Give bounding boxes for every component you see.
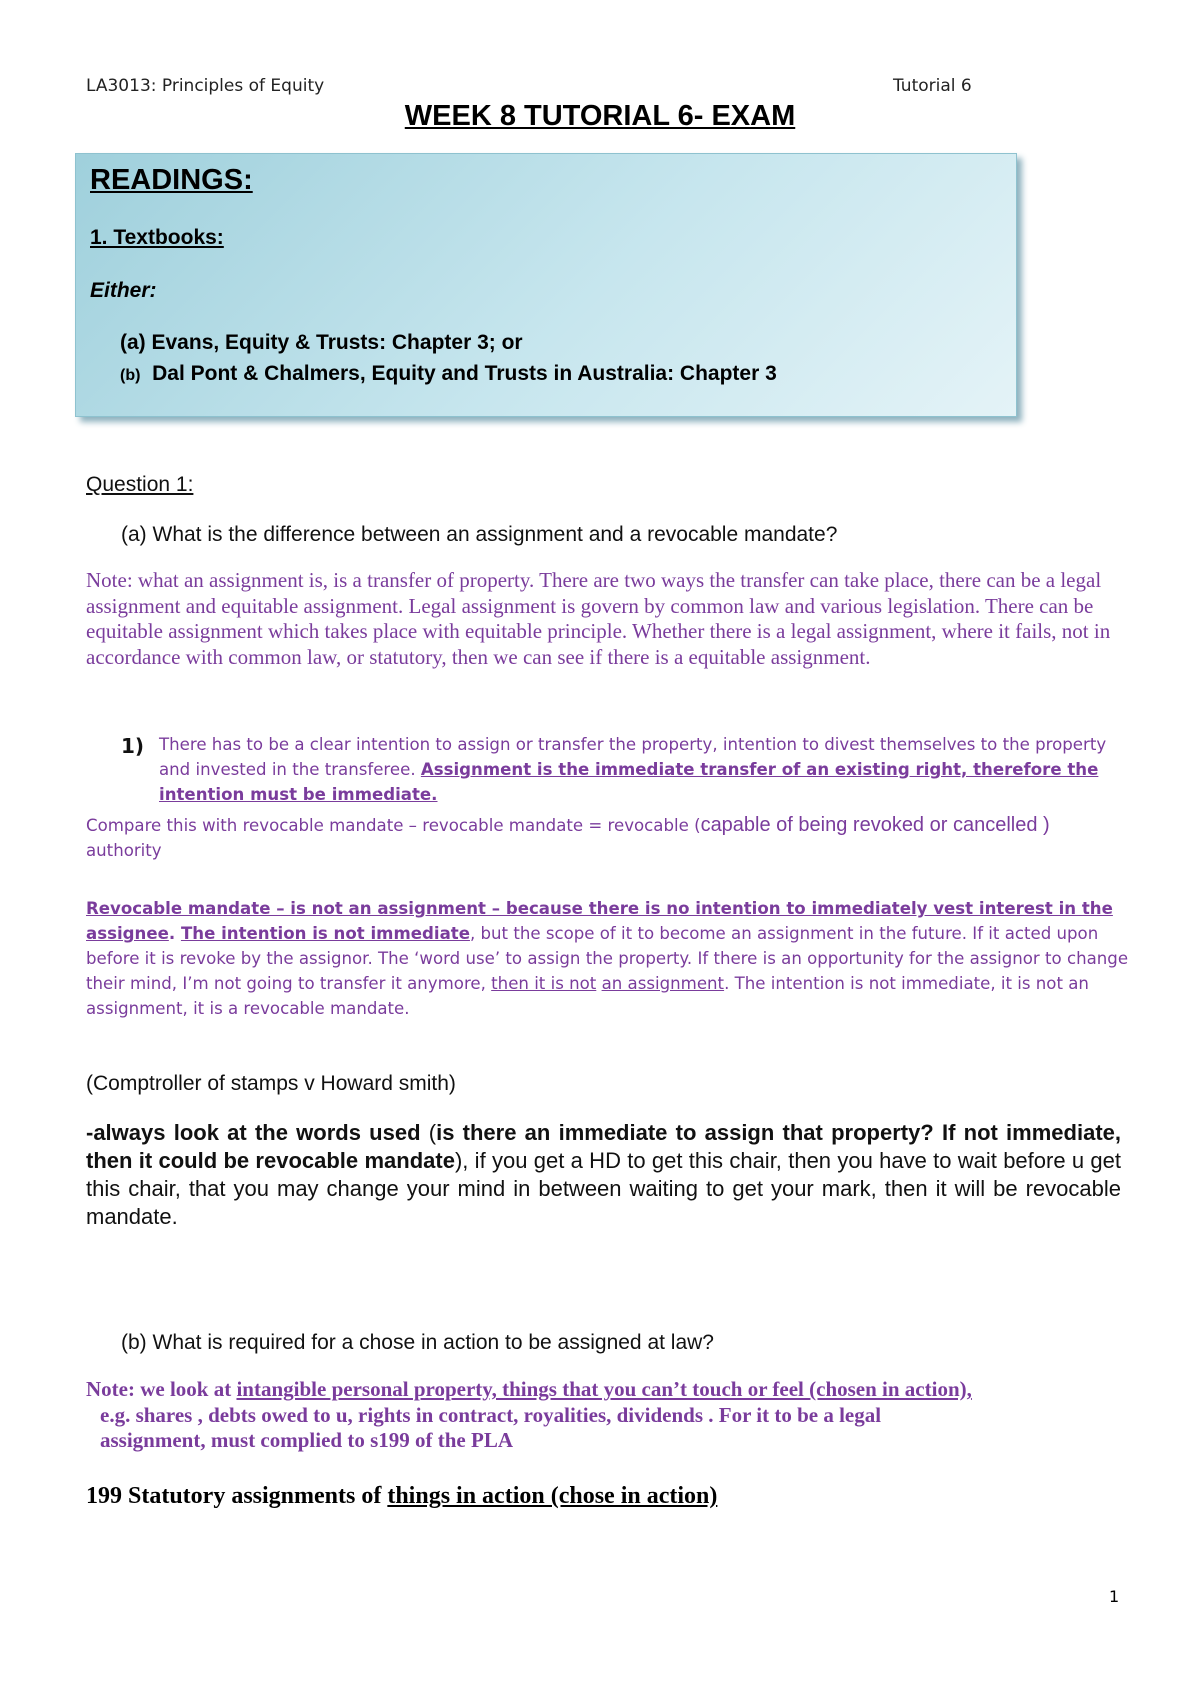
header-tutorial: Tutorial 6 xyxy=(893,76,972,96)
reading-option-b-text: Dal Pont & Chalmers, Equity and Trusts in Australia: Chapter 3 xyxy=(152,362,777,385)
note-b-underlined: intangible personal property, things that you can’t touch or feel (chosen in action), xyxy=(236,1377,972,1401)
page-title: WEEK 8 TUTORIAL 6- EXAM xyxy=(404,100,796,132)
reading-option-a: (a) Evans, Equity & Trusts: Chapter 3; or xyxy=(120,331,523,354)
rev-part-2: . xyxy=(168,924,181,943)
rev-part-8: . The intention is not immediate, it is not an assignment, it is a revocable mandate. xyxy=(86,974,1089,1018)
compare-text-c: authority xyxy=(86,841,162,860)
question-1a: (a) What is the difference between an assignment and a revocable mandate? xyxy=(121,523,838,546)
words-used-paragraph xyxy=(86,1119,1121,1231)
point-1-text: There has to be a clear intention to assign or transfer the property, intention to divest themselves to the property and invested in the transferee. xyxy=(159,735,1107,779)
question-1b: (b) What is required for a chose in action to be assigned at law? xyxy=(121,1331,714,1354)
section-199-prefix: 199 Statutory assignments of xyxy=(86,1483,388,1509)
note-b-line-2: e.g. shares , debts owed to u, rights in contract, royalities, dividends . For it to be a legal xyxy=(100,1402,882,1427)
note-b-prefix: Note: we look at xyxy=(86,1377,237,1401)
note-b-line-3: assignment, must complied to s199 of the PLA xyxy=(100,1428,513,1452)
note-assignment: Note: what an assignment is, is a transfer of property. There are two ways the transfer can take place, there can be a legal assignment and equitable assignment. Legal assignment is govern by common law and various legislation. There can be equitable assignment which takes place with equitable principle. Whether there is a legal assignment, where it fails, not in accordance with common law, or statutory, then we can see if there is a equitable assignment. xyxy=(86,568,1111,669)
rev-part-5: then it is not xyxy=(491,974,597,993)
textbooks-heading: 1. Textbooks: xyxy=(90,226,224,249)
compare-mandate xyxy=(86,813,1131,863)
compare-text-a: Compare this with revocable mandate – revocable mandate = revocable ( xyxy=(86,816,701,835)
body-part-4: ), if you get a HD to get this chair, then you have to wait before u get this chair, that you may change your mind in between waiting to get your mark, then it will be revocable mandate. xyxy=(86,1148,1121,1229)
case-reference: (Comptroller of stamps v Howard smith) xyxy=(86,1072,456,1095)
rev-part-3: The intention is not immediate xyxy=(180,924,470,943)
reading-option-b-label: (b) xyxy=(120,367,141,384)
question-1-label: Question 1: xyxy=(86,473,194,496)
body-part-2: ( xyxy=(420,1120,437,1145)
revocable-mandate-note xyxy=(86,896,1131,1021)
section-199-underlined: things in action (chose in action) xyxy=(387,1483,718,1509)
rev-part-7: an assignment xyxy=(601,974,725,993)
body-part-3: is there an immediate to assign that property? If not immediate, then it could be revocable mandate xyxy=(86,1120,1121,1173)
point-1-emphasis: Assignment is the immediate transfer of an existing right, therefore the intention must be immediate. xyxy=(159,760,1099,804)
point-1 xyxy=(159,732,1119,807)
note-b-line-1 xyxy=(86,1377,1126,1403)
section-199-heading xyxy=(86,1483,717,1510)
compare-text-b: capable of being revoked or cancelled ) xyxy=(700,814,1050,836)
rev-part-4: , but the scope of it to become an assignment in the future. If it acted upon before it is revoke by the assignor. The ‘word use’ to assign the property. If there is an opportunity for the assignor to change their mind, I’m not going to transfer it anymore, xyxy=(86,924,1129,993)
note-chose-in-action xyxy=(86,1377,1126,1454)
body-part-1: -always look at the words used xyxy=(86,1120,421,1145)
page-number: 1 xyxy=(1109,1587,1120,1606)
reading-option-b xyxy=(120,362,777,386)
rev-part-1: Revocable mandate – is not an assignment – because there is no intention to immediately vest interest in the assignee xyxy=(86,899,1113,943)
readings-heading: READINGS: xyxy=(90,164,253,196)
header-course: LA3013: Principles of Equity xyxy=(86,76,325,96)
point-1-number: 1) xyxy=(121,734,145,758)
either-label: Either: xyxy=(90,279,157,302)
readings-box xyxy=(75,153,1017,417)
